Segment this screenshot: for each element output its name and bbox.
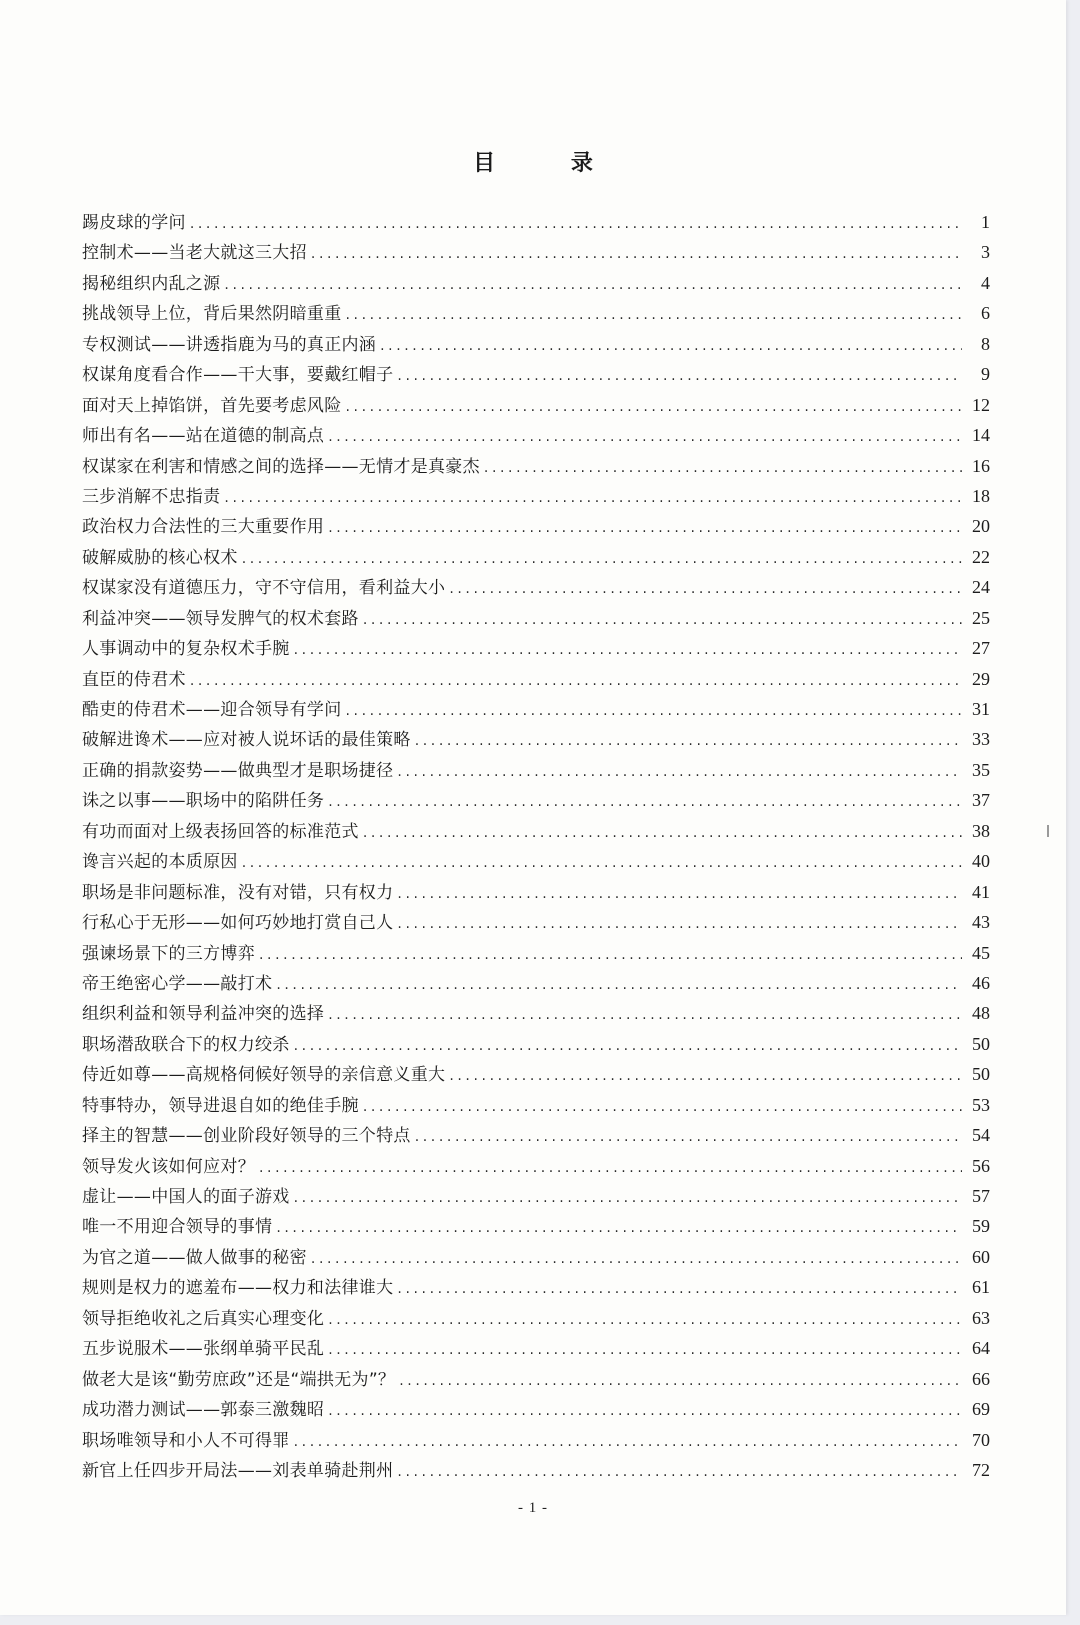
dot-leader [363, 1092, 962, 1122]
toc-entry-page: 48 [972, 1003, 990, 1024]
toc-entry-page: 33 [972, 729, 990, 750]
toc-entry-page: 72 [972, 1459, 990, 1480]
toc-heading: 目 录 [473, 150, 627, 176]
toc-entry-title: 挑战领导上位，背后果然阴暗重重 [82, 304, 342, 325]
toc-entry-title: 利益冲突——领导发脾气的权术套路 [82, 608, 359, 629]
toc-entry [82, 481, 990, 511]
dot-leader [224, 270, 962, 300]
toc-entry [82, 633, 990, 663]
toc-entry-title: 权谋家没有道德压力，守不守信用，看利益大小 [82, 578, 446, 599]
toc-entry-page: 63 [972, 1307, 990, 1328]
dot-leader [346, 300, 963, 330]
toc-entry [82, 846, 990, 876]
dot-leader [259, 940, 962, 970]
toc-entry-page: 64 [972, 1338, 990, 1359]
dot-leader [397, 879, 962, 909]
toc-entry-title: 行私心于无形——如何巧妙地打赏自己人 [82, 913, 394, 934]
dot-leader [346, 392, 963, 422]
dot-leader [328, 1305, 962, 1335]
toc-entry-title: 领导发火该如何应对？ [82, 1156, 255, 1177]
toc-entry [82, 572, 990, 602]
toc-entry-title: 职场是非问题标准，没有对错，只有权力 [82, 882, 394, 903]
toc-entry-page: 16 [972, 455, 990, 476]
toc-entry-title: 成功潜力测试——郭泰三激魏昭 [82, 1400, 325, 1421]
toc-entry [82, 603, 990, 633]
toc-entry-page: 50 [972, 1033, 990, 1054]
toc-entry-title: 择主的智慧——创业阶段好领导的三个特点 [82, 1126, 411, 1147]
toc-entry [82, 694, 990, 724]
toc-entry-title: 有功而面对上级表扬回答的标准范式 [82, 821, 359, 842]
toc-entry-page: 66 [972, 1368, 990, 1389]
toc-entry-page: 8 [981, 333, 990, 354]
toc-entry-title: 诛之以事——职场中的陷阱任务 [82, 791, 325, 812]
toc-entry-page: 41 [972, 881, 990, 902]
toc-entry-title: 面对天上掉馅饼，首先要考虑风险 [82, 395, 342, 416]
toc-entry-page: 70 [972, 1429, 990, 1450]
dot-leader [449, 1061, 962, 1091]
toc-entry-page: 27 [972, 638, 990, 659]
page-number: - 1 - [518, 1500, 548, 1516]
dot-leader [328, 787, 962, 817]
toc-entry-page: 1 [981, 212, 990, 232]
dot-leader [399, 1366, 962, 1396]
toc-entry [82, 207, 990, 237]
toc-entry-page: 54 [972, 1125, 990, 1146]
toc-entry [82, 968, 990, 998]
toc-entry [82, 1029, 990, 1059]
toc-entry-page: 35 [972, 759, 990, 780]
dot-leader [328, 513, 962, 543]
toc-entry-page: 31 [972, 699, 990, 719]
dot-leader [294, 1031, 962, 1061]
toc-entry-page: 22 [972, 546, 990, 567]
dot-leader [484, 453, 962, 483]
toc-entry-page: 12 [972, 394, 990, 415]
dot-leader [311, 1244, 962, 1274]
toc-entry-page: 60 [972, 1246, 990, 1267]
toc-entry-page: 53 [972, 1094, 990, 1115]
toc-entry [82, 1333, 990, 1363]
toc-entry-title: 规则是权力的遮羞布——权力和法律谁大 [82, 1278, 394, 1299]
toc-entry [82, 1272, 990, 1302]
dot-leader [242, 544, 962, 574]
toc-entry [82, 1364, 990, 1394]
toc-entry-title: 专权测试——讲透指鹿为马的真正内涵 [82, 334, 377, 355]
dot-leader [397, 909, 962, 939]
toc-entry-title: 三步消解不忠指责 [82, 486, 221, 507]
scan-edge-mark [1047, 825, 1049, 837]
dot-leader [328, 422, 962, 452]
toc-entry [82, 998, 990, 1028]
toc-entry-title: 侍近如尊——高规格伺候好领导的亲信意义重大 [82, 1065, 446, 1086]
toc-entry-page: 45 [972, 942, 990, 963]
toc-entry [82, 1059, 990, 1089]
toc-entry [82, 1242, 990, 1272]
toc-entry-title: 为官之道——做人做事的秘密 [82, 1247, 307, 1268]
toc-entry [82, 390, 990, 420]
toc-entry-page: 20 [972, 516, 990, 537]
toc-entry [82, 816, 990, 846]
dot-leader [190, 666, 962, 696]
toc-entry-title: 谗言兴起的本质原因 [82, 852, 238, 873]
toc-entry-page: 6 [981, 303, 990, 324]
toc-entry-page: 24 [972, 577, 990, 598]
dot-leader [449, 574, 962, 604]
table-of-contents [82, 207, 990, 1485]
toc-entry [82, 1211, 990, 1241]
toc-entry-page: 43 [972, 912, 990, 933]
toc-entry [82, 542, 990, 572]
toc-entry-page: 37 [972, 790, 990, 811]
toc-entry [82, 1303, 990, 1333]
toc-entry-page: 14 [972, 425, 990, 446]
dot-leader [363, 605, 962, 635]
toc-entry-title: 踢皮球的学问 [82, 213, 186, 233]
toc-entry-page: 4 [981, 272, 990, 293]
toc-entry-page: 69 [972, 1399, 990, 1420]
toc-entry-page: 40 [972, 851, 990, 872]
dot-leader [397, 1457, 962, 1487]
toc-entry [82, 420, 990, 450]
toc-entry-title: 直臣的侍君术 [82, 669, 186, 690]
toc-entry-page: 59 [972, 1216, 990, 1237]
dot-leader [415, 726, 962, 756]
toc-entry-page: 29 [972, 668, 990, 689]
toc-entry [82, 1090, 990, 1120]
toc-entry-title: 政治权力合法性的三大重要作用 [82, 517, 325, 538]
dot-leader [294, 1183, 962, 1213]
toc-entry-page: 50 [972, 1064, 990, 1085]
toc-entry-title: 人事调动中的复杂权术手腕 [82, 639, 290, 660]
toc-entry-page: 57 [972, 1186, 990, 1206]
toc-entry-title: 破解进谗术——应对被人说坏话的最佳策略 [82, 730, 411, 751]
toc-entry-title: 破解威胁的核心权术 [82, 547, 238, 568]
toc-entry [82, 724, 990, 754]
dot-leader [276, 970, 962, 1000]
dot-leader [224, 483, 962, 513]
toc-entry-title: 权谋家在利害和情感之间的选择——无情才是真豪杰 [82, 456, 480, 477]
toc-entry [82, 329, 990, 359]
toc-entry-page: 38 [972, 820, 990, 841]
dot-leader [415, 1122, 962, 1152]
toc-entry [82, 938, 990, 968]
dot-leader [259, 1153, 962, 1183]
toc-entry [82, 511, 990, 541]
toc-entry [82, 1455, 990, 1485]
dot-leader [328, 1000, 962, 1030]
toc-entry-title: 师出有名——站在道德的制高点 [82, 426, 325, 447]
toc-entry-title: 虚让——中国人的面子游戏 [82, 1187, 290, 1207]
toc-entry [82, 451, 990, 481]
dot-leader [397, 1274, 962, 1304]
toc-entry [82, 1394, 990, 1424]
toc-entry-title: 强谏场景下的三方博弈 [82, 943, 255, 964]
dot-leader [328, 1335, 962, 1365]
dot-leader [294, 1427, 962, 1457]
toc-entry [82, 785, 990, 815]
toc-entry-page: 18 [972, 485, 990, 506]
toc-entry-title: 新官上任四步开局法——刘表单骑赴荆州 [82, 1460, 394, 1481]
toc-entry [82, 268, 990, 298]
dot-leader [311, 239, 962, 269]
toc-entry [82, 298, 990, 328]
toc-entry-title: 正确的捐款姿势——做典型才是职场捷径 [82, 760, 394, 781]
toc-entry-title: 组织利益和领导利益冲突的选择 [82, 1004, 325, 1025]
dot-leader [276, 1213, 962, 1243]
toc-entry [82, 237, 990, 267]
toc-entry-page: 9 [981, 364, 990, 385]
toc-entry [82, 1425, 990, 1455]
dot-leader [242, 848, 962, 878]
toc-entry-page: 46 [972, 972, 990, 993]
toc-entry-title: 五步说服术——张纲单骑平民乱 [82, 1339, 325, 1360]
toc-entry-page: 25 [972, 607, 990, 628]
dot-leader [328, 1396, 962, 1426]
toc-entry-page: 61 [972, 1277, 990, 1298]
toc-entry [82, 877, 990, 907]
toc-entry-title: 帝王绝密心学——敲打术 [82, 973, 273, 994]
toc-entry-title: 权谋角度看合作——干大事，要戴红帽子 [82, 365, 394, 386]
toc-entry [82, 664, 990, 694]
toc-entry-title: 特事特办，领导进退自如的绝佳手腕 [82, 1095, 359, 1116]
dot-leader [346, 696, 963, 726]
dot-leader [190, 209, 962, 239]
toc-entry-title: 职场潜敌联合下的权力绞杀 [82, 1034, 290, 1055]
dot-leader [380, 331, 962, 361]
toc-entry-title: 酷吏的侍君术——迎合领导有学问 [82, 700, 342, 720]
dot-leader [397, 361, 962, 391]
toc-entry [82, 359, 990, 389]
toc-entry [82, 1120, 990, 1150]
dot-leader [397, 757, 962, 787]
toc-entry [82, 1181, 990, 1211]
toc-entry-title: 控制术——当老大就这三大招 [82, 243, 307, 264]
toc-entry-title: 领导拒绝收礼之后真实心理变化 [82, 1308, 325, 1329]
toc-entry-page: 3 [981, 242, 990, 263]
toc-entry-title: 做老大是该“勤劳庶政”还是“端拱无为”？ [82, 1369, 396, 1390]
toc-entry-title: 揭秘组织内乱之源 [82, 273, 221, 294]
toc-entry [82, 755, 990, 785]
toc-entry [82, 1151, 990, 1181]
toc-entry-page: 56 [972, 1155, 990, 1176]
dot-leader [294, 635, 962, 665]
toc-entry-title: 唯一不用迎合领导的事情 [82, 1217, 273, 1238]
toc-entry-title: 职场唯领导和小人不可得罪 [82, 1430, 290, 1451]
toc-entry [82, 907, 990, 937]
dot-leader [363, 818, 962, 848]
